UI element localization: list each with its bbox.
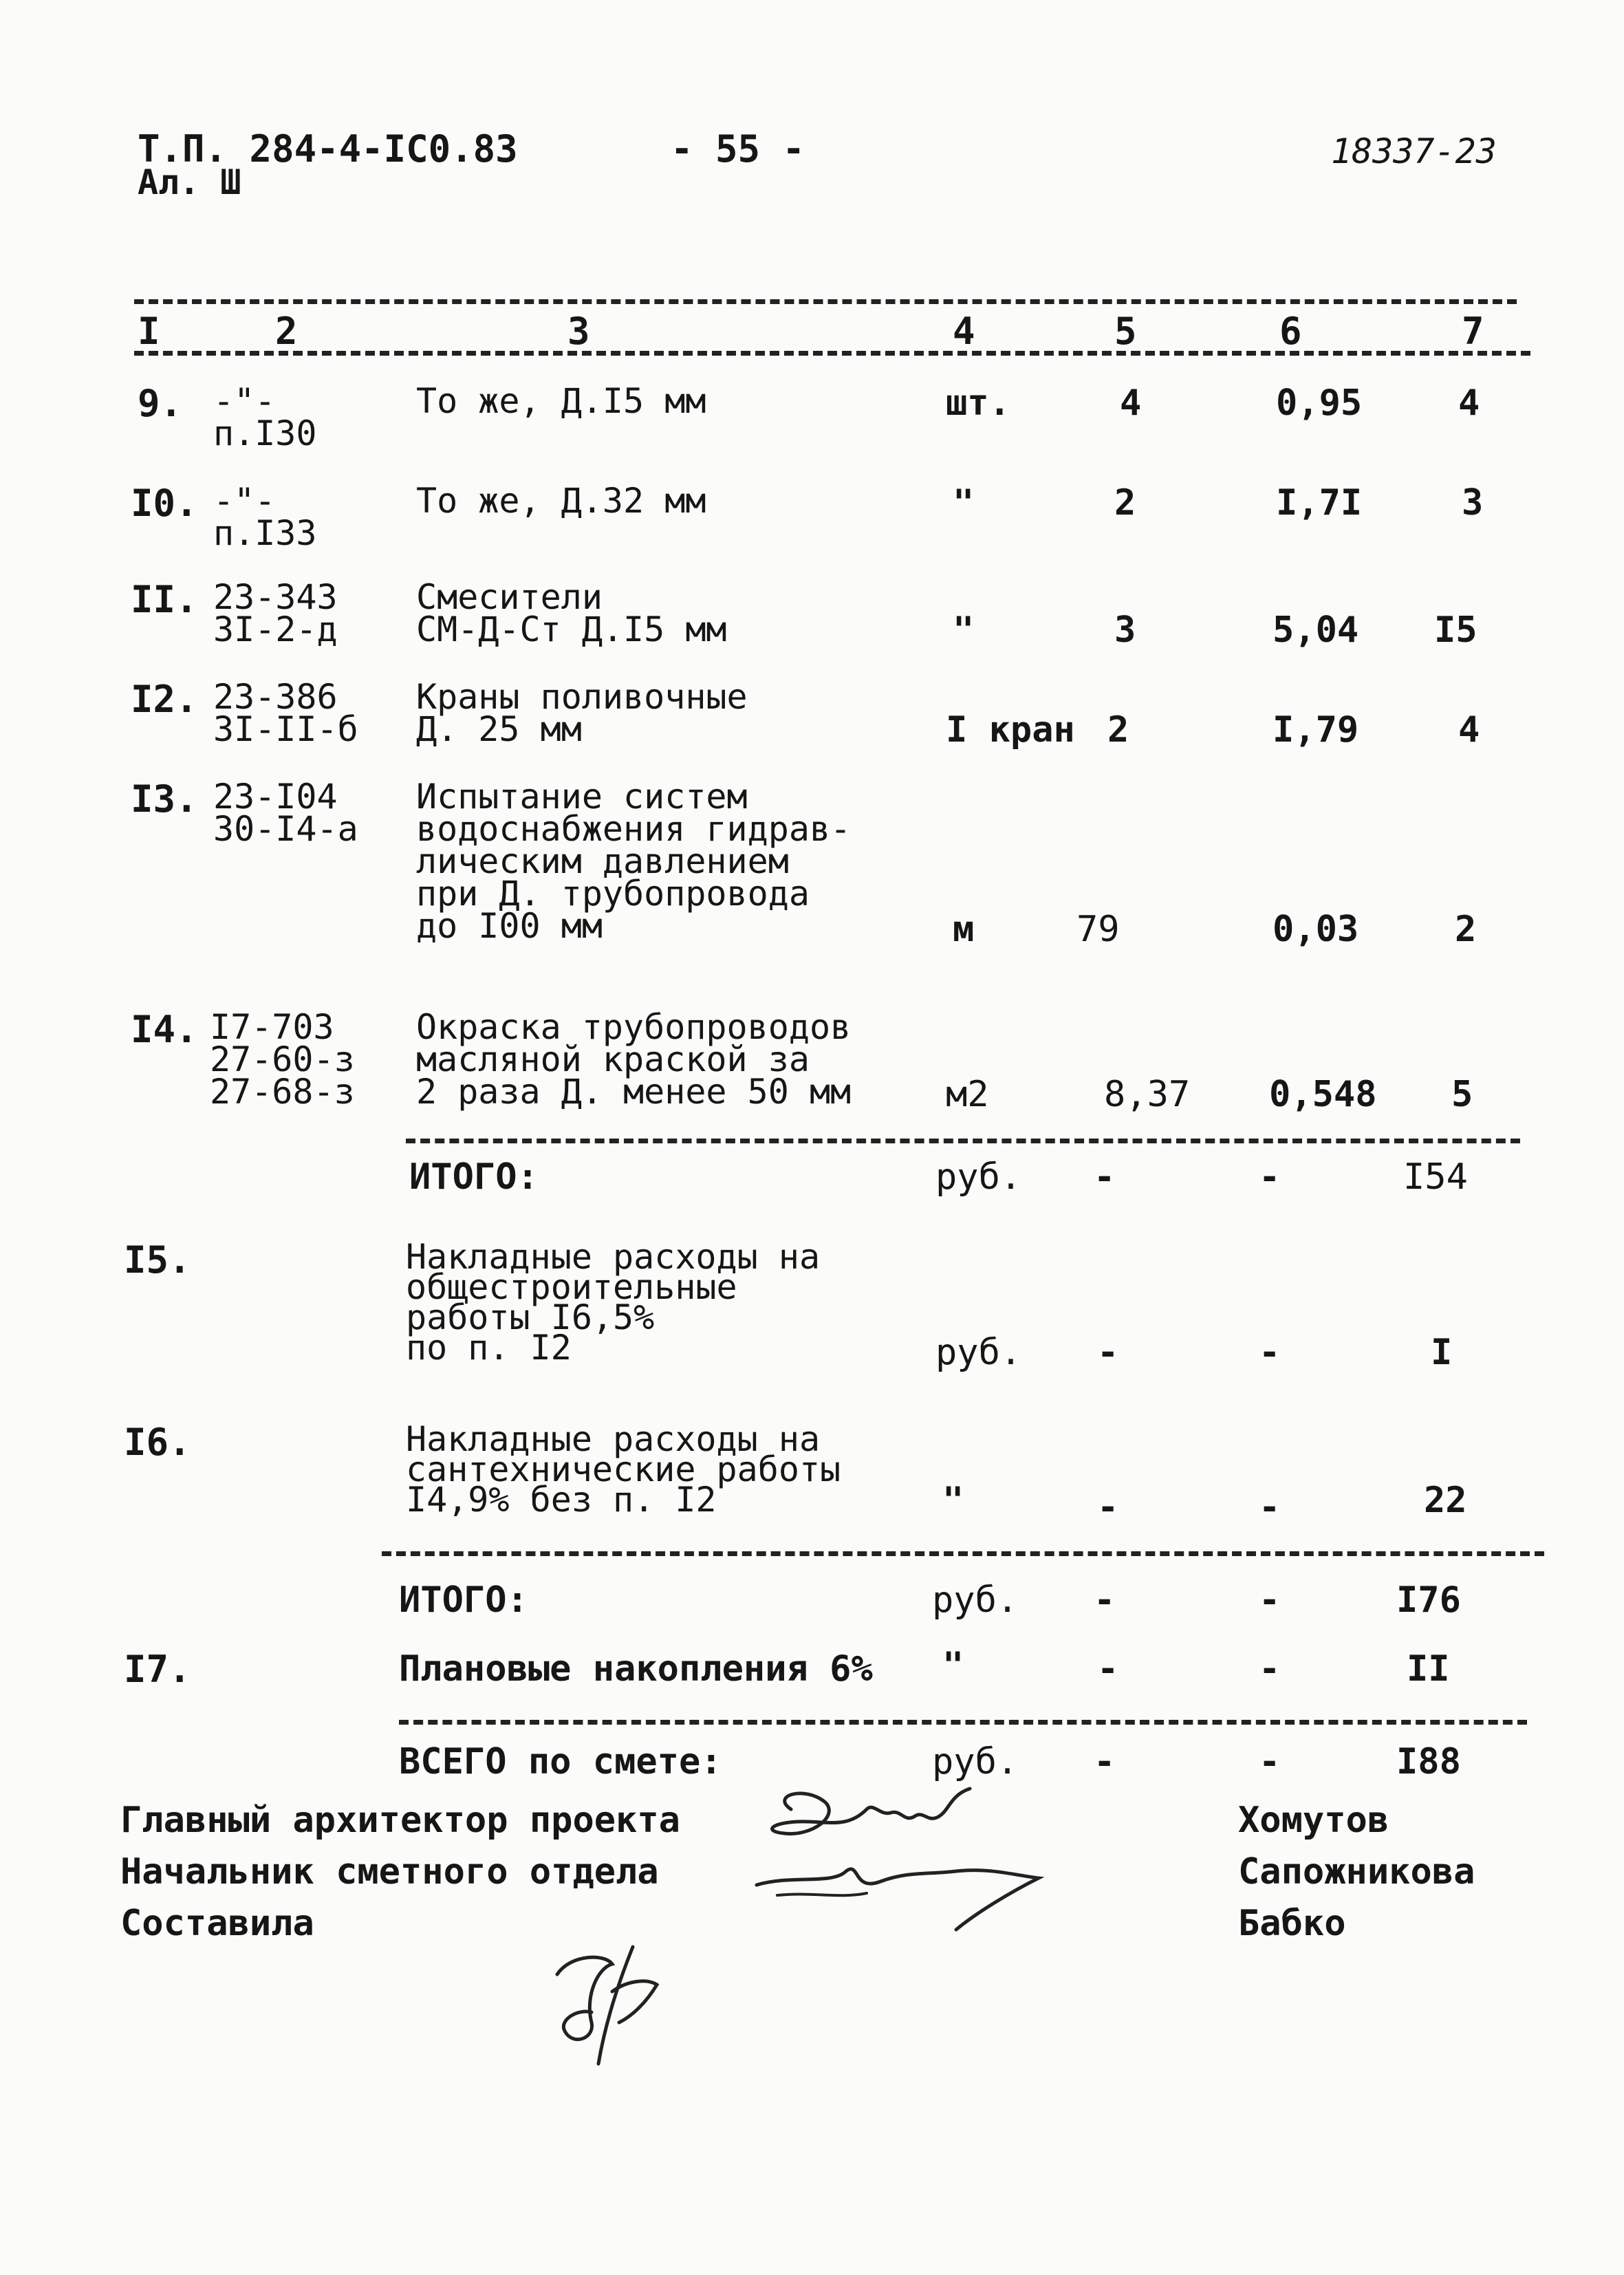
- row-description: Накладные расходы на сантехнические работы I4,9% без п. I2: [406, 1419, 841, 1520]
- row-unit-price: 0,03: [1273, 909, 1359, 950]
- row-unit-price: 0,548: [1269, 1074, 1377, 1115]
- row-unit: м2: [946, 1074, 989, 1115]
- row-quantity: 8,37: [1104, 1074, 1191, 1115]
- row-code: 23-343 3I-2-д: [213, 577, 338, 649]
- row-quantity: 4: [1120, 382, 1142, 424]
- signatory-role: Главный архитектор проекта: [120, 1800, 680, 1841]
- subtotal-total: I76: [1396, 1579, 1461, 1621]
- row-quantity: 2: [1107, 709, 1129, 751]
- row-number: I0.: [131, 482, 198, 525]
- row-number: I7.: [124, 1648, 191, 1691]
- row-total: 5: [1451, 1074, 1473, 1115]
- row-unit: ": [953, 482, 975, 524]
- row-number: I4.: [131, 1008, 198, 1051]
- row-total: I: [1431, 1332, 1453, 1373]
- subtotal-unit: руб.: [935, 1156, 1022, 1198]
- grand-total-unit-price: -: [1259, 1741, 1281, 1782]
- archive-number: 18337-23: [1331, 131, 1497, 171]
- row-description: Испытание систем водоснабжения гидрав- лическим давлением при Д. трубопровода до I00 мм: [416, 777, 852, 946]
- page-number: - 55 -: [671, 127, 805, 171]
- row-unit-price: -: [1259, 1332, 1281, 1373]
- column-header: 2: [275, 310, 298, 353]
- signatory-name: Бабко: [1238, 1903, 1346, 1944]
- signatory-name: Сапожникова: [1238, 1851, 1475, 1893]
- row-unit-price: 5,04: [1273, 610, 1359, 651]
- handwritten-signature: [530, 1926, 681, 2071]
- row-unit-price: I,79: [1273, 709, 1359, 751]
- row-number: 9.: [138, 382, 183, 425]
- row-code: 23-I04 30-I4-а: [213, 777, 358, 849]
- grand-total-label: ВСЕГО по смете:: [399, 1741, 722, 1782]
- column-header: 3: [567, 310, 590, 353]
- column-header: 5: [1114, 310, 1137, 353]
- row-total: 22: [1424, 1480, 1467, 1521]
- signatory-name: Хомутов: [1238, 1800, 1389, 1841]
- subtotal-label: ИТОГО:: [399, 1579, 528, 1621]
- row-unit: шт.: [946, 382, 1010, 424]
- row-description: Окраска трубопроводов масляной краской за 2 раза Д. менее 50 мм: [416, 1007, 852, 1112]
- subtotal-quantity: -: [1094, 1156, 1116, 1198]
- row-unit-price: 0,95: [1276, 382, 1363, 424]
- row-code: -"- п.I33: [213, 481, 317, 553]
- grand-total-rule: [399, 1720, 1527, 1725]
- row-description: Плановые накопления 6%: [399, 1648, 873, 1690]
- grand-total-quantity: -: [1094, 1741, 1116, 1782]
- subtotal-total: I54: [1403, 1156, 1468, 1198]
- doc-ref-line2: Ал. Ш: [138, 162, 241, 202]
- column-header: 6: [1279, 310, 1302, 353]
- row-code: I7-703 27-60-з 27-68-з: [210, 1007, 355, 1112]
- row-code: 23-386 3I-II-б: [213, 677, 358, 749]
- row-description: Краны поливочные Д. 25 мм: [416, 677, 748, 749]
- subtotal-rule: [406, 1139, 1520, 1143]
- subtotal-rule: [382, 1551, 1544, 1556]
- subtotal-unit-price: -: [1259, 1156, 1281, 1198]
- row-code: -"- п.I30: [213, 381, 317, 453]
- row-number: I3.: [131, 777, 198, 821]
- handwritten-signature: [750, 1844, 1059, 1940]
- row-unit: I кран: [946, 709, 1075, 751]
- row-total: 4: [1458, 709, 1480, 751]
- header-rule: [134, 351, 1530, 356]
- row-number: I6.: [124, 1421, 191, 1464]
- subtotal-label: ИТОГО:: [409, 1156, 539, 1198]
- row-number: II.: [131, 578, 198, 621]
- row-description: Накладные расходы на общестроительные работы I6,5% по п. I2: [406, 1237, 821, 1368]
- row-unit-price: -: [1259, 1487, 1281, 1528]
- row-description: То же, Д.32 мм: [416, 481, 706, 521]
- doc-ref-line1: Т.П. 284-4-IC0.83: [138, 127, 518, 171]
- row-quantity: -: [1097, 1332, 1119, 1373]
- row-description: То же, Д.I5 мм: [416, 381, 706, 421]
- row-number: I2.: [131, 678, 198, 721]
- subtotal-unit: руб.: [932, 1579, 1019, 1621]
- row-unit: ": [942, 1480, 964, 1521]
- row-quantity: 79: [1076, 909, 1120, 950]
- row-number: I5.: [124, 1238, 191, 1282]
- row-unit: ": [953, 610, 975, 651]
- signatory-role: Составила: [120, 1903, 314, 1944]
- row-description: Смесители СМ-Д-Ст Д.I5 мм: [416, 577, 727, 649]
- subtotal-unit-price: -: [1259, 1579, 1281, 1621]
- grand-total-total: I88: [1396, 1741, 1461, 1782]
- row-total: 3: [1462, 482, 1484, 524]
- row-unit: м: [953, 909, 975, 950]
- row-unit-price: -: [1259, 1648, 1281, 1690]
- signatory-role: Начальник сметного отдела: [120, 1851, 659, 1893]
- row-quantity: 2: [1114, 482, 1136, 524]
- row-quantity: -: [1097, 1487, 1119, 1528]
- row-total: 2: [1455, 909, 1477, 950]
- grand-total-unit: руб.: [932, 1741, 1019, 1782]
- column-header: 7: [1462, 310, 1484, 353]
- row-total: II: [1407, 1648, 1450, 1690]
- row-total: I5: [1434, 610, 1477, 651]
- row-total: 4: [1458, 382, 1480, 424]
- row-quantity: 3: [1114, 610, 1136, 651]
- row-unit: ": [942, 1645, 964, 1686]
- row-unit: руб.: [935, 1332, 1022, 1373]
- column-header: 4: [953, 310, 975, 353]
- top-rule: [134, 299, 1517, 304]
- row-quantity: -: [1097, 1648, 1119, 1690]
- column-header: I: [138, 310, 160, 353]
- row-unit-price: I,7I: [1276, 482, 1363, 524]
- subtotal-quantity: -: [1094, 1579, 1116, 1621]
